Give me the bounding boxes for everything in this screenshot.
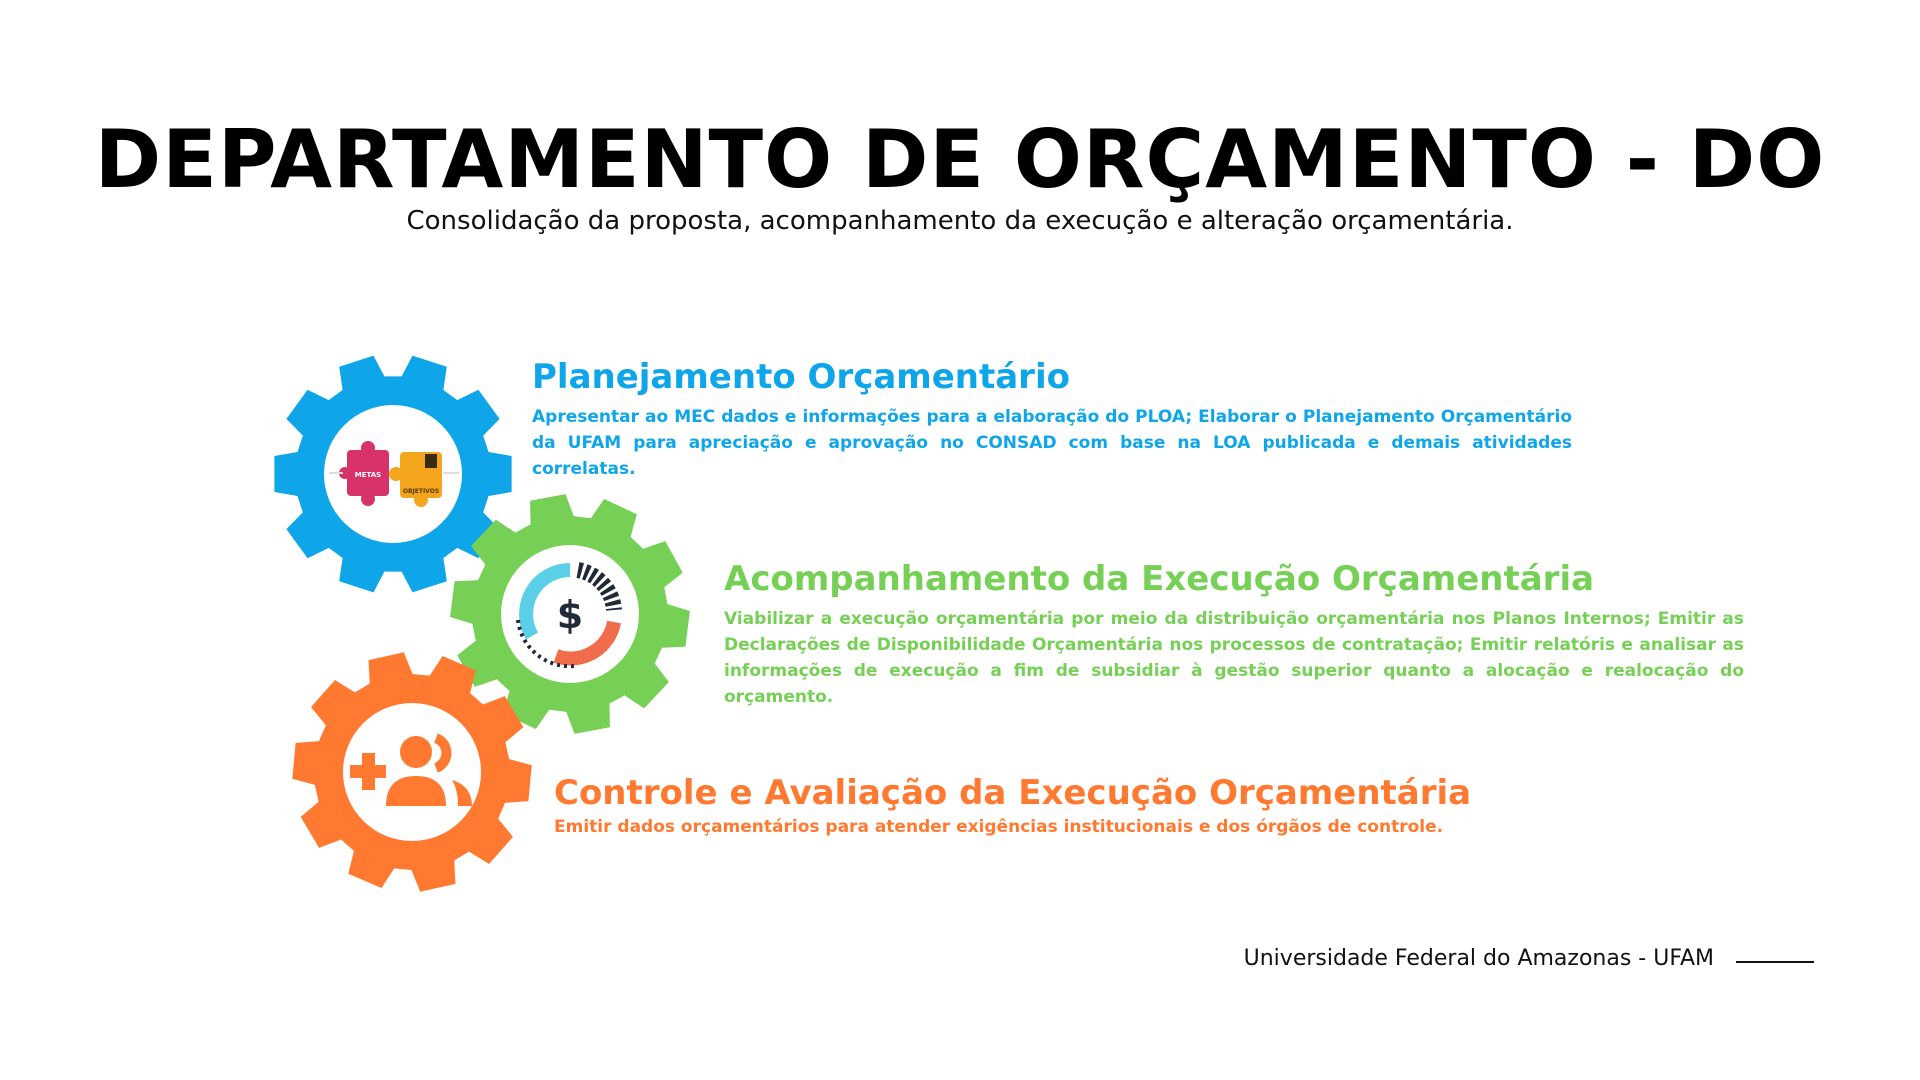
puzzle-label-objetivos: OBJETIVOS bbox=[402, 488, 440, 495]
footer-text: Universidade Federal do Amazonas - UFAM bbox=[1243, 946, 1714, 971]
section-text: Viabilizar a execução orçamentária por meio da distribuição orçamentária nos Planos Internos; Emitir as Declarações de Disponibilidade Orçamentária nos processos de contratação; Emitir relatóris e analisar as informações de execução a fim de subsidiar à gestão superior quanto a alocação e realocação do orçamento. bbox=[724, 609, 1744, 707]
section-text: Emitir dados orçamentários para atender exigências institucionais e dos órgãos de controle. bbox=[554, 817, 1444, 837]
section-acompanhamento bbox=[724, 558, 1744, 710]
footer-divider bbox=[1736, 961, 1814, 963]
section-controle bbox=[554, 772, 1654, 840]
dollar-symbol: $ bbox=[556, 593, 584, 637]
section-title: Acompanhamento da Execução Orçamentária bbox=[724, 559, 1595, 599]
section-title: Planejamento Orçamentário bbox=[532, 357, 1070, 397]
section-text: Apresentar ao MEC dados e informações para a elaboração do PLOA; Elaborar o Planejamento Orçamentário da UFAM para apreciação e aprovação no CONSAD com base na LOA publicada e demais atividades correlatas. bbox=[532, 407, 1572, 479]
section-title: Controle e Avaliação da Execução Orçamentária bbox=[554, 773, 1472, 813]
puzzle-label-metas: METAS bbox=[354, 471, 382, 479]
page-title: DEPARTAMENTO DE ORÇAMENTO - DO bbox=[94, 113, 1826, 206]
section-planejamento bbox=[532, 356, 1572, 482]
page-subtitle: Consolidação da proposta, acompanhamento da execução e alteração orçamentária. bbox=[406, 206, 1514, 236]
